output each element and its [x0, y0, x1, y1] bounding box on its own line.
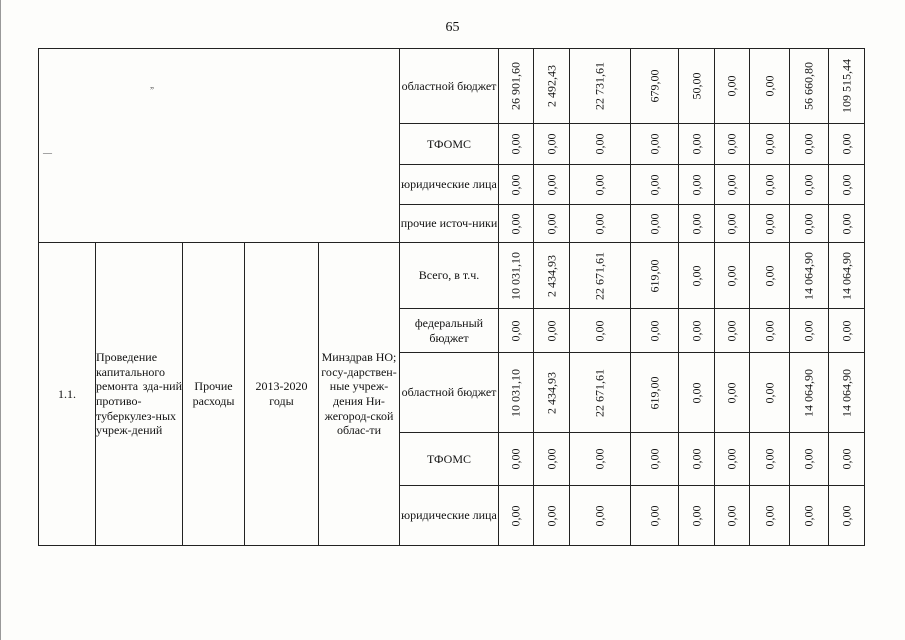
value-cell: 619,00	[631, 353, 679, 433]
value-cell: 0,00	[750, 433, 790, 486]
value-cell: 0,00	[570, 309, 631, 353]
value-cell: 14 064,90	[829, 353, 865, 433]
value-cell: 50,00	[679, 49, 715, 124]
funding-source: юридические лица	[400, 486, 499, 546]
value-cell: 10 031,10	[499, 243, 534, 309]
value-cell: 0,00	[750, 124, 790, 165]
value-cell: 0,00	[631, 486, 679, 546]
value-cell: 0,00	[715, 124, 750, 165]
value-cell: 0,00	[570, 486, 631, 546]
value-cell: 0,00	[750, 205, 790, 243]
value-cell: 0,00	[750, 49, 790, 124]
funding-source: областной бюджет	[400, 353, 499, 433]
value-cell: 14 064,90	[790, 243, 829, 309]
value-cell: 0,00	[829, 205, 865, 243]
value-cell: 22 671,61	[570, 353, 631, 433]
value-cell: 0,00	[570, 165, 631, 205]
funding-source: ТФОМС	[400, 433, 499, 486]
value-cell: 679,00	[631, 49, 679, 124]
budget-table	[38, 48, 865, 546]
value-cell: 0,00	[715, 309, 750, 353]
value-cell: 0,00	[750, 486, 790, 546]
value-cell: 109 515,44	[829, 49, 865, 124]
table-row	[39, 49, 865, 124]
value-cell: 619,00	[631, 243, 679, 309]
value-cell: 0,00	[679, 165, 715, 205]
value-cell: 0,00	[570, 124, 631, 165]
value-cell: 0,00	[534, 309, 570, 353]
value-cell: 0,00	[679, 243, 715, 309]
funding-source: ТФОМС	[400, 124, 499, 165]
value-cell: 0,00	[679, 486, 715, 546]
value-cell: 0,00	[499, 486, 534, 546]
funding-source: федеральный бюджет	[400, 309, 499, 353]
funding-source: Всего, в т.ч.	[400, 243, 499, 309]
value-cell: 0,00	[570, 205, 631, 243]
value-cell: 0,00	[679, 124, 715, 165]
value-cell: 0,00	[570, 433, 631, 486]
page-edge	[0, 0, 1, 640]
value-cell: 0,00	[631, 165, 679, 205]
value-cell: 0,00	[534, 433, 570, 486]
value-cell: 2 434,93	[534, 353, 570, 433]
value-cell: 0,00	[715, 486, 750, 546]
value-cell: 0,00	[499, 433, 534, 486]
value-cell: 0,00	[790, 165, 829, 205]
executor: Минздрав НО; госу-дарствен-ные учреж-дения Ни-жегород-ской облас-ти	[319, 243, 400, 546]
value-cell: 0,00	[534, 486, 570, 546]
value-cell: 56 660,80	[790, 49, 829, 124]
value-cell: 22 731,61	[570, 49, 631, 124]
value-cell: 0,00	[715, 205, 750, 243]
value-cell: 0,00	[534, 165, 570, 205]
value-cell: 2 434,93	[534, 243, 570, 309]
value-cell: 0,00	[715, 353, 750, 433]
value-cell: 0,00	[499, 309, 534, 353]
value-cell: 22 671,61	[570, 243, 631, 309]
value-cell: 0,00	[631, 205, 679, 243]
value-cell: 0,00	[790, 486, 829, 546]
value-cell: 0,00	[715, 49, 750, 124]
value-cell: 0,00	[829, 124, 865, 165]
value-cell: 0,00	[790, 205, 829, 243]
table-row	[39, 243, 865, 309]
value-cell: 0,00	[790, 309, 829, 353]
value-cell: 0,00	[750, 243, 790, 309]
value-cell: 0,00	[750, 165, 790, 205]
value-cell: 0,00	[534, 205, 570, 243]
value-cell: 0,00	[631, 433, 679, 486]
value-cell: 0,00	[750, 309, 790, 353]
value-cell: 0,00	[534, 124, 570, 165]
value-cell: 10 031,10	[499, 353, 534, 433]
page-number: 65	[445, 20, 460, 35]
value-cell: 0,00	[499, 165, 534, 205]
value-cell: 0,00	[679, 309, 715, 353]
value-cell: 0,00	[679, 433, 715, 486]
scan-speck: „	[150, 80, 154, 90]
continued-blank-area	[39, 49, 400, 243]
value-cell: 0,00	[679, 205, 715, 243]
item-description: Проведение капитального ремонта зда-ний противо-туберкулез-ных учреж-дений	[96, 243, 183, 546]
value-cell: 0,00	[790, 433, 829, 486]
value-cell: 0,00	[679, 353, 715, 433]
value-cell: 0,00	[750, 353, 790, 433]
scan-speck: —	[43, 148, 52, 158]
value-cell: 0,00	[829, 165, 865, 205]
expense-type: Прочие расходы	[183, 243, 245, 546]
value-cell: 0,00	[715, 243, 750, 309]
value-cell: 0,00	[715, 433, 750, 486]
item-number: 1.1.	[39, 243, 96, 546]
value-cell: 0,00	[829, 486, 865, 546]
implementation-period: 2013-2020 годы	[245, 243, 319, 546]
value-cell: 2 492,43	[534, 49, 570, 124]
value-cell: 0,00	[829, 433, 865, 486]
value-cell: 14 064,90	[829, 243, 865, 309]
funding-source: областной бюджет	[400, 49, 499, 124]
value-cell: 0,00	[715, 165, 750, 205]
value-cell: 0,00	[499, 205, 534, 243]
funding-source: юридические лица	[400, 165, 499, 205]
value-cell: 0,00	[499, 124, 534, 165]
value-cell: 0,00	[829, 309, 865, 353]
value-cell: 0,00	[790, 124, 829, 165]
value-cell: 26 901,60	[499, 49, 534, 124]
value-cell: 0,00	[631, 124, 679, 165]
value-cell: 14 064,90	[790, 353, 829, 433]
value-cell: 0,00	[631, 309, 679, 353]
funding-source: прочие источ-ники	[400, 205, 499, 243]
